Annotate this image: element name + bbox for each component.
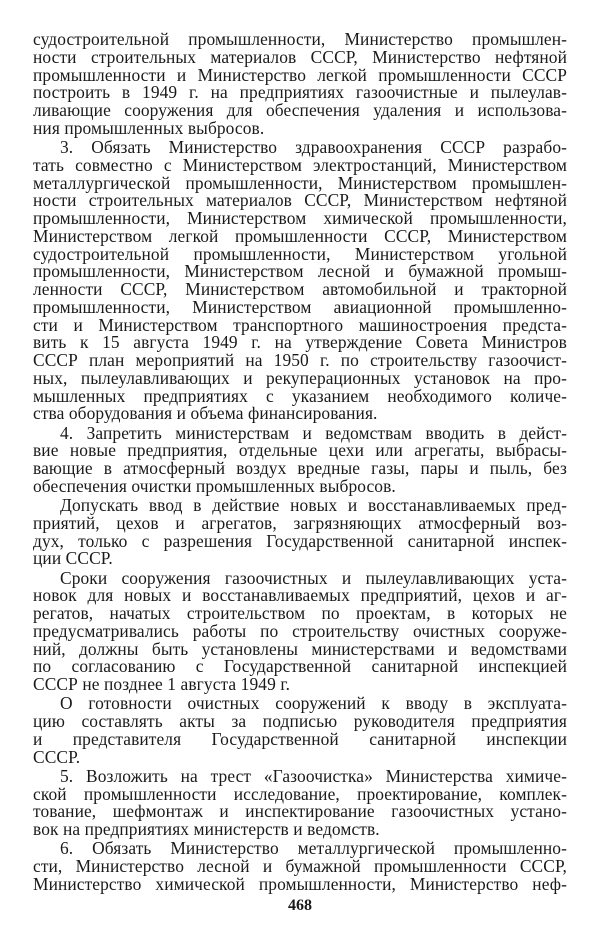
text-line: вие новые предприятия, отдельные цехи или агрегаты, выбрасы- [33,440,567,461]
paragraph [33,840,567,893]
paragraph [33,422,567,496]
text-line: 5. Возложить на трест «Газоочистка» Министерства химиче- [60,765,567,786]
text-line: ливающие сооружения для обеспечения удаления и использова- [33,100,567,120]
text-line: Сроки сооружения газоочистных и пылеулавливающих уста- [60,567,567,588]
text-line: сти, Министерство лесной и бумажной промышленности СССР, [33,856,567,876]
text-line: промышленности, Министерством авиационной промышленно- [33,296,567,317]
text-line: 6. Обязать Министерство металлургической промышленно- [60,838,567,859]
paragraph [33,695,567,766]
page-number: 468 [288,897,312,914]
text-line: регатов, начатых строительством по проектам, в которых не [33,603,567,623]
document-body [33,31,567,895]
text-line: вок на предприятиях министерств и ведомств. [33,819,380,839]
text-line: ния промышленных выбросов. [33,117,265,138]
text-line: СССР. [33,746,81,767]
text-line: ства оборудования и объема финансирования. [33,403,378,424]
paragraph [33,765,567,839]
text-line: промышленности и Министерство легкой промышленности СССР [33,64,567,85]
text-line: СССР не позднее 1 августа 1949 г. [33,674,291,694]
text-line: металлургической промышленности, Министерством промышлен- [33,172,567,193]
text-line: обеспечения очистки промышленных выбросов. [33,475,396,496]
text-line: судостроительной промышленности, Министерство промышлен- [33,29,567,49]
text-line: предусматривались работы по строительству очистных сооруже- [33,620,567,641]
text-line: ний, должны быть установлены министерствами и ведомствами [33,638,567,659]
text-line: тать совместно с Министерством электростанций, Министерством [33,154,567,175]
text-line: приятий, цехов и агрегатов, загрязняющих атмосферный воз- [33,512,567,533]
text-line: вить к 15 августа 1949 г. на утверждение Совета Министров [33,332,567,353]
text-line: О готовности очистных сооружений к вводу в эксплуата- [60,693,567,714]
text-line: промышленности, Министерством лесной и бумажной промыш- [33,261,567,282]
text-line: ности строительных материалов СССР, Министерство нефтяной [33,46,567,67]
text-line: СССР план мероприятий на 1950 г. по строительству газоочист- [33,350,567,370]
text-line: мышленных предприятиях с указанием необходимого количе- [33,385,567,406]
text-line: ленности СССР, Министерством автомобильной и тракторной [33,279,567,299]
text-line: Министерство химической промышленности, Министерство неф- [33,873,567,894]
text-line: ности строительных материалов СССР, Министерством нефтяной [33,190,567,211]
text-line: ской промышленности исследование, проектирование, комплек- [33,783,567,804]
text-line: дух, только с разрешения Государственной санитарной инспек- [33,530,567,551]
paragraph [33,497,567,568]
text-line: новок для новых и восстанавливаемых предприятий, цехов и аг- [33,585,567,606]
text-line: сти и Министерством транспортного машиностроения предста- [33,314,567,335]
text-line: по согласованию с Государственной санитарной инспекцией [33,656,567,677]
text-line: ных, пылеулавливающих и рекуперационных установок на про- [33,367,567,388]
text-line: 3. Обязать Министерство здравоохранения СССР разрабо- [60,137,567,157]
text-line: Допускать ввод в действие новых и восстанавливаемых пред- [60,495,567,515]
paragraph [33,139,567,423]
paragraph [33,567,567,694]
text-line: построить в 1949 г. на предприятиях газоочистные и пылеулав- [33,82,567,103]
text-line: тование, шефмонтаж и инспектирование газоочистных устано- [33,801,567,822]
text-line: 4. Запретить министерствам и ведомствам вводить в дейст- [60,422,567,443]
text-line: цию составлять акты за подписью руководителя предприятия [33,711,567,731]
text-line: и представителя Государственной санитарной инспекции [33,728,567,749]
text-line: судостроительной промышленности, Министерством угольной [33,243,567,264]
paragraph [33,31,567,138]
text-line: вающие в атмосферный воздух вредные газы, пары и пыль, без [33,458,567,478]
text-line: Министерством легкой промышленности СССР, Министерством [33,225,567,246]
text-line: ции СССР. [33,548,113,569]
text-line: промышленности, Министерством химической промышленности, [33,208,567,228]
